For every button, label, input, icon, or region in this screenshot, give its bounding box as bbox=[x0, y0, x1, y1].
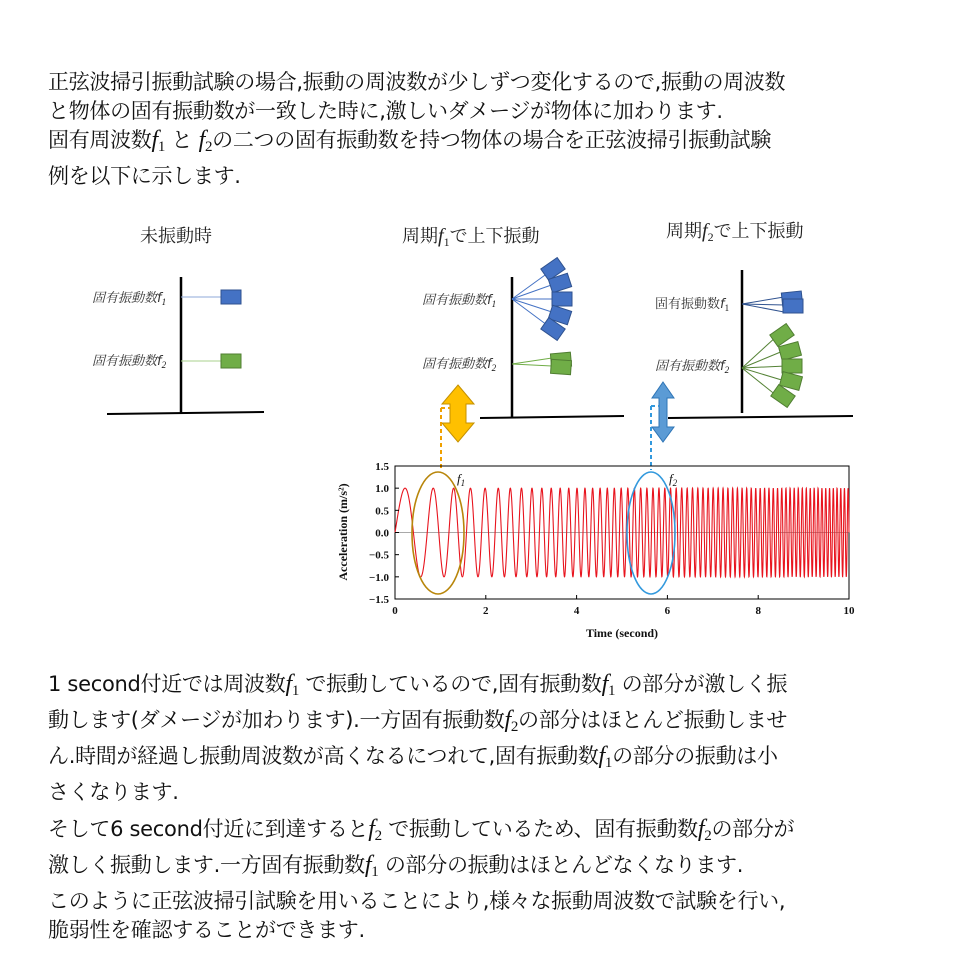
intro-line-3: 固有周波数$f_1$ と $f_2$の二つの固有振動数を持つ物体の場合を正弦波掃引振動試験 bbox=[48, 127, 772, 155]
x-tick-label: 2 bbox=[483, 605, 489, 617]
chart-y-label: Acceleration (m/s²) bbox=[336, 483, 350, 581]
y-tick-label: −0.5 bbox=[368, 549, 389, 562]
sweep-chart bbox=[336, 461, 855, 640]
x-tick-label: 0 bbox=[392, 605, 398, 617]
body2-line-4: 脆弱性を確認することができます. bbox=[48, 918, 365, 942]
panel-vibrate-f2 bbox=[651, 220, 853, 470]
intro-line-2: と物体の固有振動数が一致した時に,激しいダメージが物体に加わります. bbox=[48, 99, 723, 123]
explanation-paragraph-2 bbox=[48, 815, 918, 945]
intro-line-1: 正弦波掃引振動試験の場合,振動の周波数が少しずつ変化するので,振動の周波数 bbox=[48, 70, 786, 94]
body1-line-3: ん.時間が経過し振動周波数が高くなるにつれて,固有振動数$f_1$の部分の振動は小 bbox=[48, 743, 778, 771]
panel-at-rest bbox=[92, 226, 264, 414]
y-tick-label: −1.5 bbox=[368, 594, 389, 606]
chart-x-label: Time (second) bbox=[585, 626, 659, 640]
body1-line-1: 1 second付近では周波数$f_1$ で振動しているので,固有振動数$f_1$ の部分が激しく振 bbox=[48, 671, 788, 699]
y-tick-label: 0.5 bbox=[375, 505, 389, 518]
label-f1: 固有振動数$f_1$ bbox=[92, 291, 167, 307]
blue-object bbox=[221, 290, 241, 304]
label-f2: 固有振動数$f_2$ bbox=[92, 354, 167, 370]
panel-title-f2: 周期$f_2$で上下振動 bbox=[666, 220, 804, 244]
x-tick-label: 4 bbox=[573, 605, 580, 617]
explanation-paragraph-1 bbox=[48, 670, 918, 807]
blue-object-still bbox=[781, 291, 803, 313]
x-tick-label: 6 bbox=[664, 605, 671, 617]
label-f2: 固有振動数$f_2$ bbox=[422, 357, 497, 373]
intro-line-4: 例を以下に示します. bbox=[48, 164, 241, 188]
y-tick-label: −1.0 bbox=[368, 571, 389, 584]
body2-line-2: 激しく振動します.一方固有振動数$f_1$ の部分の振動はほとんどなくなります. bbox=[48, 852, 744, 880]
label-f1: 固有振動数$f_1$ bbox=[655, 297, 730, 313]
green-object-swinging bbox=[770, 324, 803, 408]
x-tick-label: 8 bbox=[755, 605, 761, 617]
body1-line-2: 動します(ダメージが加わります).一方固有振動数$f_2$の部分はほとんど振動しませ bbox=[48, 707, 788, 735]
annotation-label-f2: $f_2$ bbox=[669, 471, 678, 488]
panel-vibrate-f1 bbox=[402, 225, 624, 470]
x-tick-label: 10 bbox=[843, 605, 855, 617]
green-object-still bbox=[550, 352, 571, 375]
shake-arrow-f2 bbox=[652, 382, 674, 442]
panel-title-f1: 周期$f_1$で上下振動 bbox=[402, 225, 540, 249]
chart-y-ticks bbox=[369, 461, 399, 606]
body2-line-1: そして6 second付近に到達すると$f_2$ で振動しているため、固有振動数$f_2$の部分が bbox=[48, 816, 795, 844]
label-f2: 固有振動数$f_2$ bbox=[655, 359, 730, 375]
panel-title-rest: 未振動時 bbox=[140, 226, 212, 247]
annotation-label-f1: $f_1$ bbox=[457, 471, 466, 488]
y-tick-label: 1.5 bbox=[375, 461, 389, 473]
body2-line-3: このように正弦波掃引試験を用いることにより,様々な振動周波数で試験を行い, bbox=[48, 889, 786, 913]
body1-line-4: さくなります. bbox=[48, 780, 179, 804]
annotation-ellipse-f1 bbox=[412, 472, 464, 594]
green-object bbox=[221, 354, 241, 368]
y-tick-label: 0.0 bbox=[375, 527, 389, 540]
y-tick-label: 1.0 bbox=[375, 483, 389, 496]
shake-arrow-f1 bbox=[442, 385, 474, 442]
chart-x-ticks bbox=[392, 595, 855, 617]
label-f1: 固有振動数$f_1$ bbox=[422, 293, 497, 309]
